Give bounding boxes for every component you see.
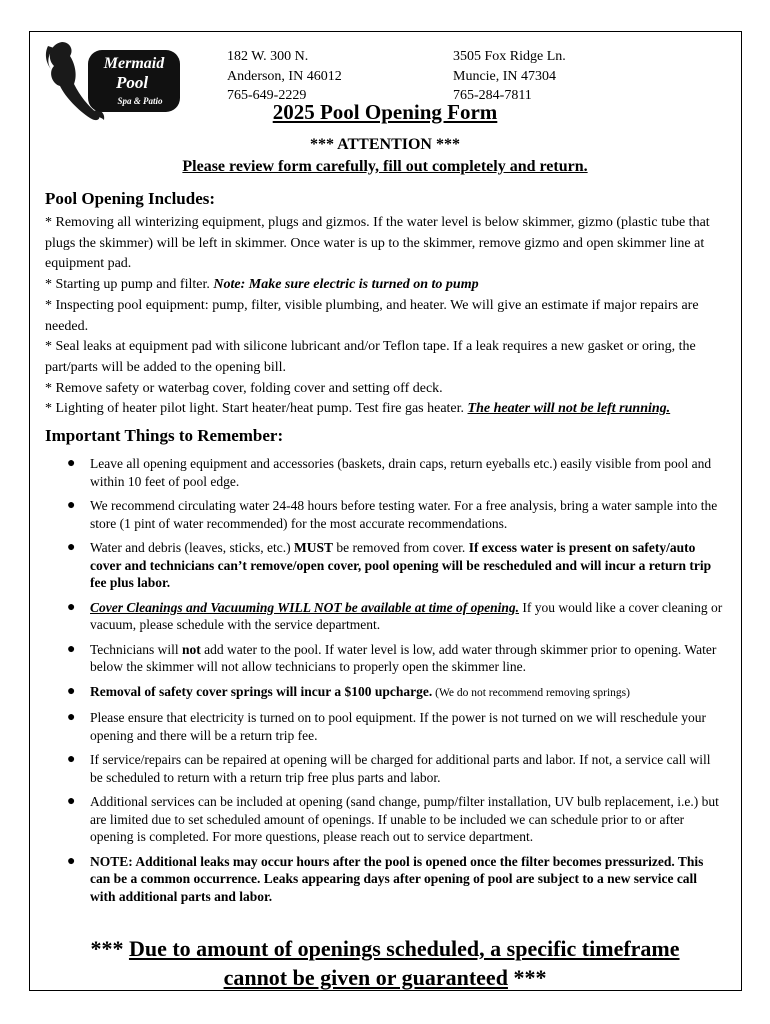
bullet-icon: ●: [67, 456, 76, 471]
disclaimer-text: cannot be given or guaranteed: [223, 965, 508, 990]
remember-list: [45, 455, 725, 912]
bullet-icon: ●: [67, 710, 76, 725]
list-item-text: Please ensure that electricity is turned on to pool equipment. If the power is not turned on we will reschedule your opening and there will be a return trip fee.: [90, 710, 706, 743]
list-item-text: If service/repairs can be repaired at opening will be charged for additional parts and labor. If not, a service call will be scheduled to return with a return trip free plus parts and labor.: [90, 752, 711, 785]
address-street: 182 W. 300 N.: [227, 49, 309, 64]
form-title-text: 2025 Pool Opening Form: [272, 100, 498, 124]
list-item-text: Technicians will: [90, 641, 183, 657]
list-item-text: Additional services can be included at opening (sand change, pump/filter installation, UV bulb replacement, i.e.) but are limited due to set scheduled amount of openings. If unable to be included we can schedule prior to or after opening is completed. For more questions, please reach out to service department.: [90, 794, 719, 844]
address-muncie: [453, 47, 566, 106]
list-item: [45, 455, 725, 490]
includes-item: * Seal leaks at equipment pad with silicone lubricant and/or Teflon tape. If a leak requires a new gasket or oring, the part/parts will be added to the opening bill.: [45, 339, 696, 375]
includes-heading: Pool Opening Includes:: [45, 189, 216, 208]
logo-line3: Spa & Patio: [117, 96, 163, 106]
list-item-text: We recommend circulating water 24-48 hours before testing water. For a free analysis, bring a water sample into the store (1 pint of water recommended) for the most accurate recommendations.: [90, 498, 718, 531]
timeframe-disclaimer: [0, 934, 770, 992]
includes-item: * Removing all winterizing equipment, plugs and gizmos. If the water level is below skimmer, gizmo (plastic tube that plugs the skimmer) will be left in skimmer. Once water is up to the skimmer, remove gizmo and open skimmer line at equipment pad.: [45, 215, 710, 272]
list-item: [45, 709, 725, 744]
list-item: [45, 641, 725, 676]
bullet-icon: ●: [67, 599, 76, 615]
includes-text: * Lighting of heater pilot light. Start heater/heat pump. Test fire gas heater.: [45, 401, 468, 417]
disclaimer-stars: ***: [90, 936, 129, 961]
list-item-text: (We do not recommend removing springs): [432, 686, 630, 699]
address-phone: 765-284-7811: [453, 88, 532, 103]
list-item: [45, 683, 725, 703]
list-item-emphasis: not: [182, 641, 201, 657]
list-item-text: add water to the pool. If water level is low, add water through skimmer prior to opening. Water below the skimmer will not allow technicians to properly open the skimmer line.: [90, 641, 717, 674]
list-item: [45, 793, 725, 846]
includes-text: * Starting up pump and filter.: [45, 277, 214, 293]
includes-item: * Remove safety or waterbag cover, folding cover and setting off deck.: [45, 380, 443, 396]
includes-item: [45, 275, 735, 296]
list-item-emphasis: MUST: [293, 540, 333, 555]
includes-item: [45, 399, 735, 420]
address-phone: 765-649-2229: [227, 88, 307, 103]
list-item-emphasis: NOTE: Additional leaks may occur hours after the pool is opened once the filter becomes pressurized. This can be a common occurrence. Leaks appearing days after opening of pool are subject to a new service call with additional parts and labor.: [90, 853, 704, 904]
heater-warning: The heater will not be left running.: [467, 401, 671, 417]
list-item-text: If you would like a cover cleaning or vacuum, please schedule with the service department.: [90, 599, 723, 632]
address-street: 3505 Fox Ridge Ln.: [453, 49, 566, 64]
list-item: [45, 751, 725, 786]
list-item-emphasis: If excess water is present on safety/auto cover and technicians can’t remove/open cover, pool opening will be rescheduled and will incur a return trip fee plus labor.: [90, 540, 712, 590]
list-item: [45, 853, 725, 906]
bullet-icon: ●: [67, 794, 76, 809]
includes-item: * Inspecting pool equipment: pump, filter, visible plumbing, and heater. We will give an estimate if major repairs are needed.: [45, 297, 699, 334]
remember-heading: Important Things to Remember:: [45, 426, 284, 445]
review-instruction: Please review form carefully, fill out completely and return.: [182, 158, 588, 175]
logo-line2: Pool: [115, 73, 149, 92]
disclaimer-line1: [0, 934, 770, 963]
form-title: [0, 100, 770, 125]
bullet-icon: ●: [67, 498, 76, 513]
list-item-text: Water and debris (leaves, sticks, etc.): [90, 540, 294, 555]
list-item: [45, 599, 725, 634]
disclaimer-line2: [0, 963, 770, 992]
list-item: [45, 539, 725, 592]
list-item: [45, 497, 725, 532]
list-item-text: be removed from cover.: [332, 540, 469, 555]
disclaimer-text: Due to amount of openings scheduled, a specific timeframe: [128, 936, 680, 961]
address-anderson: [227, 47, 342, 106]
includes-section: [45, 213, 735, 420]
address-city: Anderson, IN 46012: [227, 68, 342, 84]
bullet-icon: ●: [67, 853, 76, 869]
electric-note: Note: Make sure electric is turned on to pump: [213, 277, 479, 293]
list-item-emphasis: Removal of safety cover springs will incur a $100 upcharge.: [90, 683, 433, 699]
list-item-text: Leave all opening equipment and accessories (baskets, drain caps, return eyeballs etc.) easily visible from pool and within 10 feet of pool edge.: [90, 456, 712, 489]
bullet-icon: ●: [67, 641, 76, 657]
bullet-icon: ●: [67, 683, 76, 699]
bullet-icon: ●: [67, 752, 76, 767]
logo-line1: Mermaid: [103, 55, 165, 72]
address-city: Muncie, IN 47304: [453, 68, 557, 84]
list-item-emphasis: Cover Cleanings and Vacuuming WILL NOT be available at time of opening.: [90, 599, 520, 615]
attention-heading: *** ATTENTION ***: [310, 136, 460, 153]
bullet-icon: ●: [67, 540, 76, 555]
disclaimer-stars: ***: [507, 965, 547, 990]
